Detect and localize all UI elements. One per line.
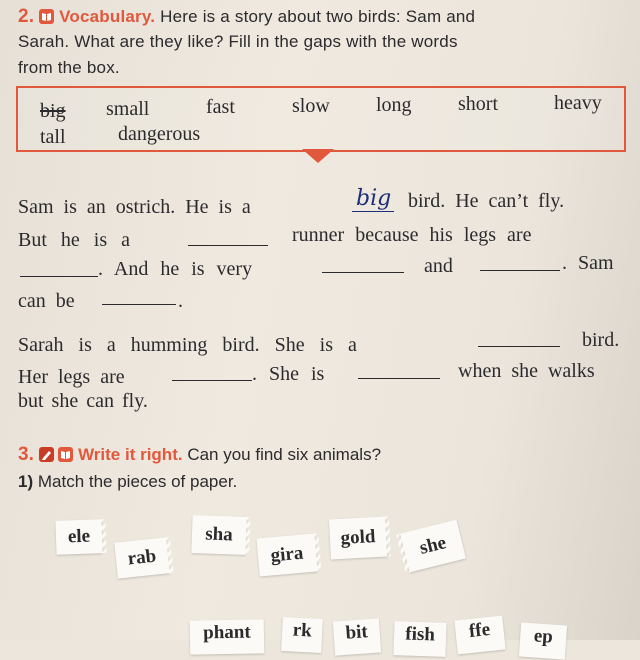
story-line-3b: and [424,255,453,277]
writing-icon [39,447,54,462]
story-line-5b: bird. [582,329,620,351]
story-line-5a: Sarah is a humming bird. She is a [18,334,357,356]
story-line-4b: . [178,290,183,312]
word-heavy: heavy [554,92,602,114]
exercise-3-number: 3. [18,444,34,465]
gap-4[interactable] [480,270,560,271]
paper-piece-sha[interactable] [191,515,246,555]
exercise-2-instruction-line-2: Sarah. What are they like? Fill in the gaps with the words [18,32,458,51]
paper-piece-rk[interactable] [281,617,323,653]
piece-text: gold [340,526,376,549]
paper-piece-fish[interactable] [393,621,446,657]
gap-8[interactable] [358,378,440,379]
exercise-3-heading: Write it right. [78,445,183,464]
exercise-3-title-line [18,444,381,466]
torn-edge [165,537,174,573]
exercise-3-instruction: Can you find six animals? [187,445,382,464]
story-line-3a: . And he is very [98,258,253,280]
piece-text: phant [202,621,251,644]
word-big: big [40,100,66,122]
story-line-6b: . She is [252,363,325,385]
paper-piece-ffe[interactable] [454,616,505,655]
word-small: small [106,98,150,120]
piece-text: rab [126,545,158,570]
paper-piece-ep[interactable] [519,622,567,659]
piece-text: gira [269,542,305,567]
word-slow: slow [292,95,330,117]
exercise-2-title-line [18,6,475,28]
torn-edge [384,516,391,556]
exercise-3-sub-line [18,472,237,492]
paper-piece-gira[interactable] [256,534,317,577]
torn-edge [396,533,411,573]
answer-underline [352,211,394,212]
exercise-2-instruction-line-3: from the box. [18,58,120,77]
exercise-2-heading: Vocabulary. [59,7,156,26]
piece-text: ffe [467,618,492,643]
torn-edge [313,533,321,571]
story-line-1a: Sam is an ostrich. He is a [18,196,251,218]
piece-text: she [417,532,449,559]
paper-piece-gold[interactable] [329,517,387,560]
paper-piece-she[interactable] [400,520,466,573]
story-line-4a: can be [18,290,75,312]
piece-text: fish [405,623,436,646]
exercise-2-number: 2. [18,6,35,27]
story-line-7: but she can fly. [18,390,148,412]
torn-edge [244,517,250,555]
piece-text: bit [344,621,369,644]
piece-text: sha [204,523,234,546]
gap-5[interactable] [102,304,176,305]
piece-text: ep [533,625,554,648]
gap-3[interactable] [322,272,404,273]
story-line-2a: But he is a [18,229,130,251]
exercise-2-instruction-line-1: Here is a story about two birds: Sam and [160,7,476,26]
piece-text: rk [292,619,313,642]
paper-piece-rab[interactable] [114,537,169,578]
word-box-pointer [302,149,334,163]
torn-edge [100,519,106,553]
story-line-6a: Her legs are [18,366,125,388]
reading-icon-2 [58,447,73,462]
paper-piece-ele[interactable] [55,519,102,555]
story-line-1b: bird. He can’t fly. [408,190,565,212]
paper-piece-bit[interactable] [333,618,381,655]
word-dangerous: dangerous [118,123,201,145]
sub-instruction: Match the pieces of paper. [37,472,238,491]
word-long: long [376,94,412,116]
story-line-6c: when she walks [458,360,595,382]
word-fast: fast [206,96,235,118]
sub-number: 1) [18,472,34,491]
story-line-3c: . Sam [562,252,614,274]
word-tall: tall [40,126,66,148]
gap-6[interactable] [478,346,560,347]
paper-piece-phant[interactable] [190,619,265,654]
story-line-2b: runner because his legs are [292,224,532,246]
reading-icon [39,9,54,24]
handwritten-answer: big [356,186,392,211]
word-short: short [458,93,498,115]
piece-text: ele [67,525,91,548]
gap-1[interactable] [188,245,268,246]
gap-7[interactable] [172,380,252,381]
gap-2[interactable] [20,276,98,277]
